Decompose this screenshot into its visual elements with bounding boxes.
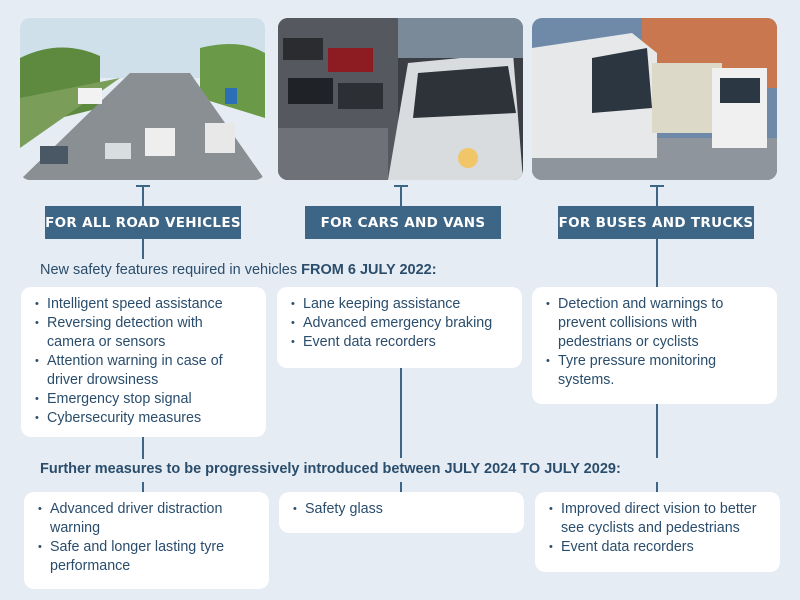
phase2-heading — [40, 461, 621, 477]
list-item: • Tyre pressure monitoring systems. — [546, 352, 763, 390]
phase1-all-vehicles-box — [21, 287, 266, 437]
list-item: • Reversing detection with camera or sensors — [35, 314, 252, 352]
list-item: • Lane keeping assistance — [291, 295, 508, 314]
phase2-all-vehicles-box — [24, 492, 269, 589]
list-item: • Advanced driver distraction warning — [38, 500, 255, 538]
list-item: • Safety glass — [293, 500, 510, 519]
phase1-buses-trucks-list — [546, 295, 763, 390]
phase1-heading-text: New safety features required in vehicles — [40, 262, 302, 278]
connector-cars-vans — [400, 186, 402, 206]
connector-cars-vans-bottom — [400, 482, 402, 492]
connector-cap-2 — [394, 185, 408, 187]
phase1-all-vehicles-list — [35, 295, 252, 428]
connector-all-vehicles — [142, 186, 144, 206]
phase2-cars-vans-box — [279, 492, 524, 533]
label-cars-and-vans: FOR CARS AND VANS — [305, 206, 501, 239]
connector-all-vehicles-lower — [142, 239, 144, 259]
phase1-heading-date: FROM 6 JULY 2022: — [301, 262, 437, 278]
list-item: • Event data recorders — [291, 333, 508, 352]
label-all-road-vehicles: FOR ALL ROAD VEHICLES — [45, 206, 241, 239]
highway-traffic-photo — [20, 18, 265, 180]
phase2-heading-text: Further measures to be progressively introduced between — [40, 461, 445, 477]
list-item: • Improved direct vision to better see cyclists and pedestrians — [549, 500, 766, 538]
list-item: • Detection and warnings to prevent collisions with pedestrians or cyclists — [546, 295, 763, 352]
connector-all-vehicles-phase2 — [142, 437, 144, 459]
phase2-buses-trucks-box — [535, 492, 780, 572]
label-buses-and-trucks: FOR BUSES AND TRUCKS — [558, 206, 754, 239]
list-item: • Event data recorders — [549, 538, 766, 557]
phase2-heading-date: JULY 2024 TO JULY 2029: — [444, 461, 621, 477]
connector-buses-trucks-lower — [656, 239, 658, 287]
phase2-cars-vans-list — [293, 500, 510, 519]
connector-buses-trucks-mid — [656, 404, 658, 458]
phase2-buses-trucks-list — [549, 500, 766, 557]
phase1-heading — [40, 262, 437, 278]
connector-cap-3 — [650, 185, 664, 187]
connector-buses-trucks-bottom — [656, 482, 658, 492]
list-item: • Intelligent speed assistance — [35, 295, 252, 314]
list-item: • Advanced emergency braking — [291, 314, 508, 333]
connector-all-vehicles-bottom — [142, 482, 144, 492]
list-item: • Safe and longer lasting tyre performance — [38, 538, 255, 576]
phase1-cars-vans-box — [277, 287, 522, 368]
phase1-buses-trucks-box — [532, 287, 777, 404]
list-item: • Cybersecurity measures — [35, 409, 252, 428]
bus-and-truck-photo — [532, 18, 777, 180]
list-item: • Emergency stop signal — [35, 390, 252, 409]
connector-cars-vans-mid — [400, 368, 402, 458]
connector-buses-trucks — [656, 186, 658, 206]
phase1-cars-vans-list — [291, 295, 508, 352]
cars-and-van-photo — [278, 18, 523, 180]
phase2-all-vehicles-list — [38, 500, 255, 576]
connector-cap-1 — [136, 185, 150, 187]
list-item: • Attention warning in case of driver drowsiness — [35, 352, 252, 390]
